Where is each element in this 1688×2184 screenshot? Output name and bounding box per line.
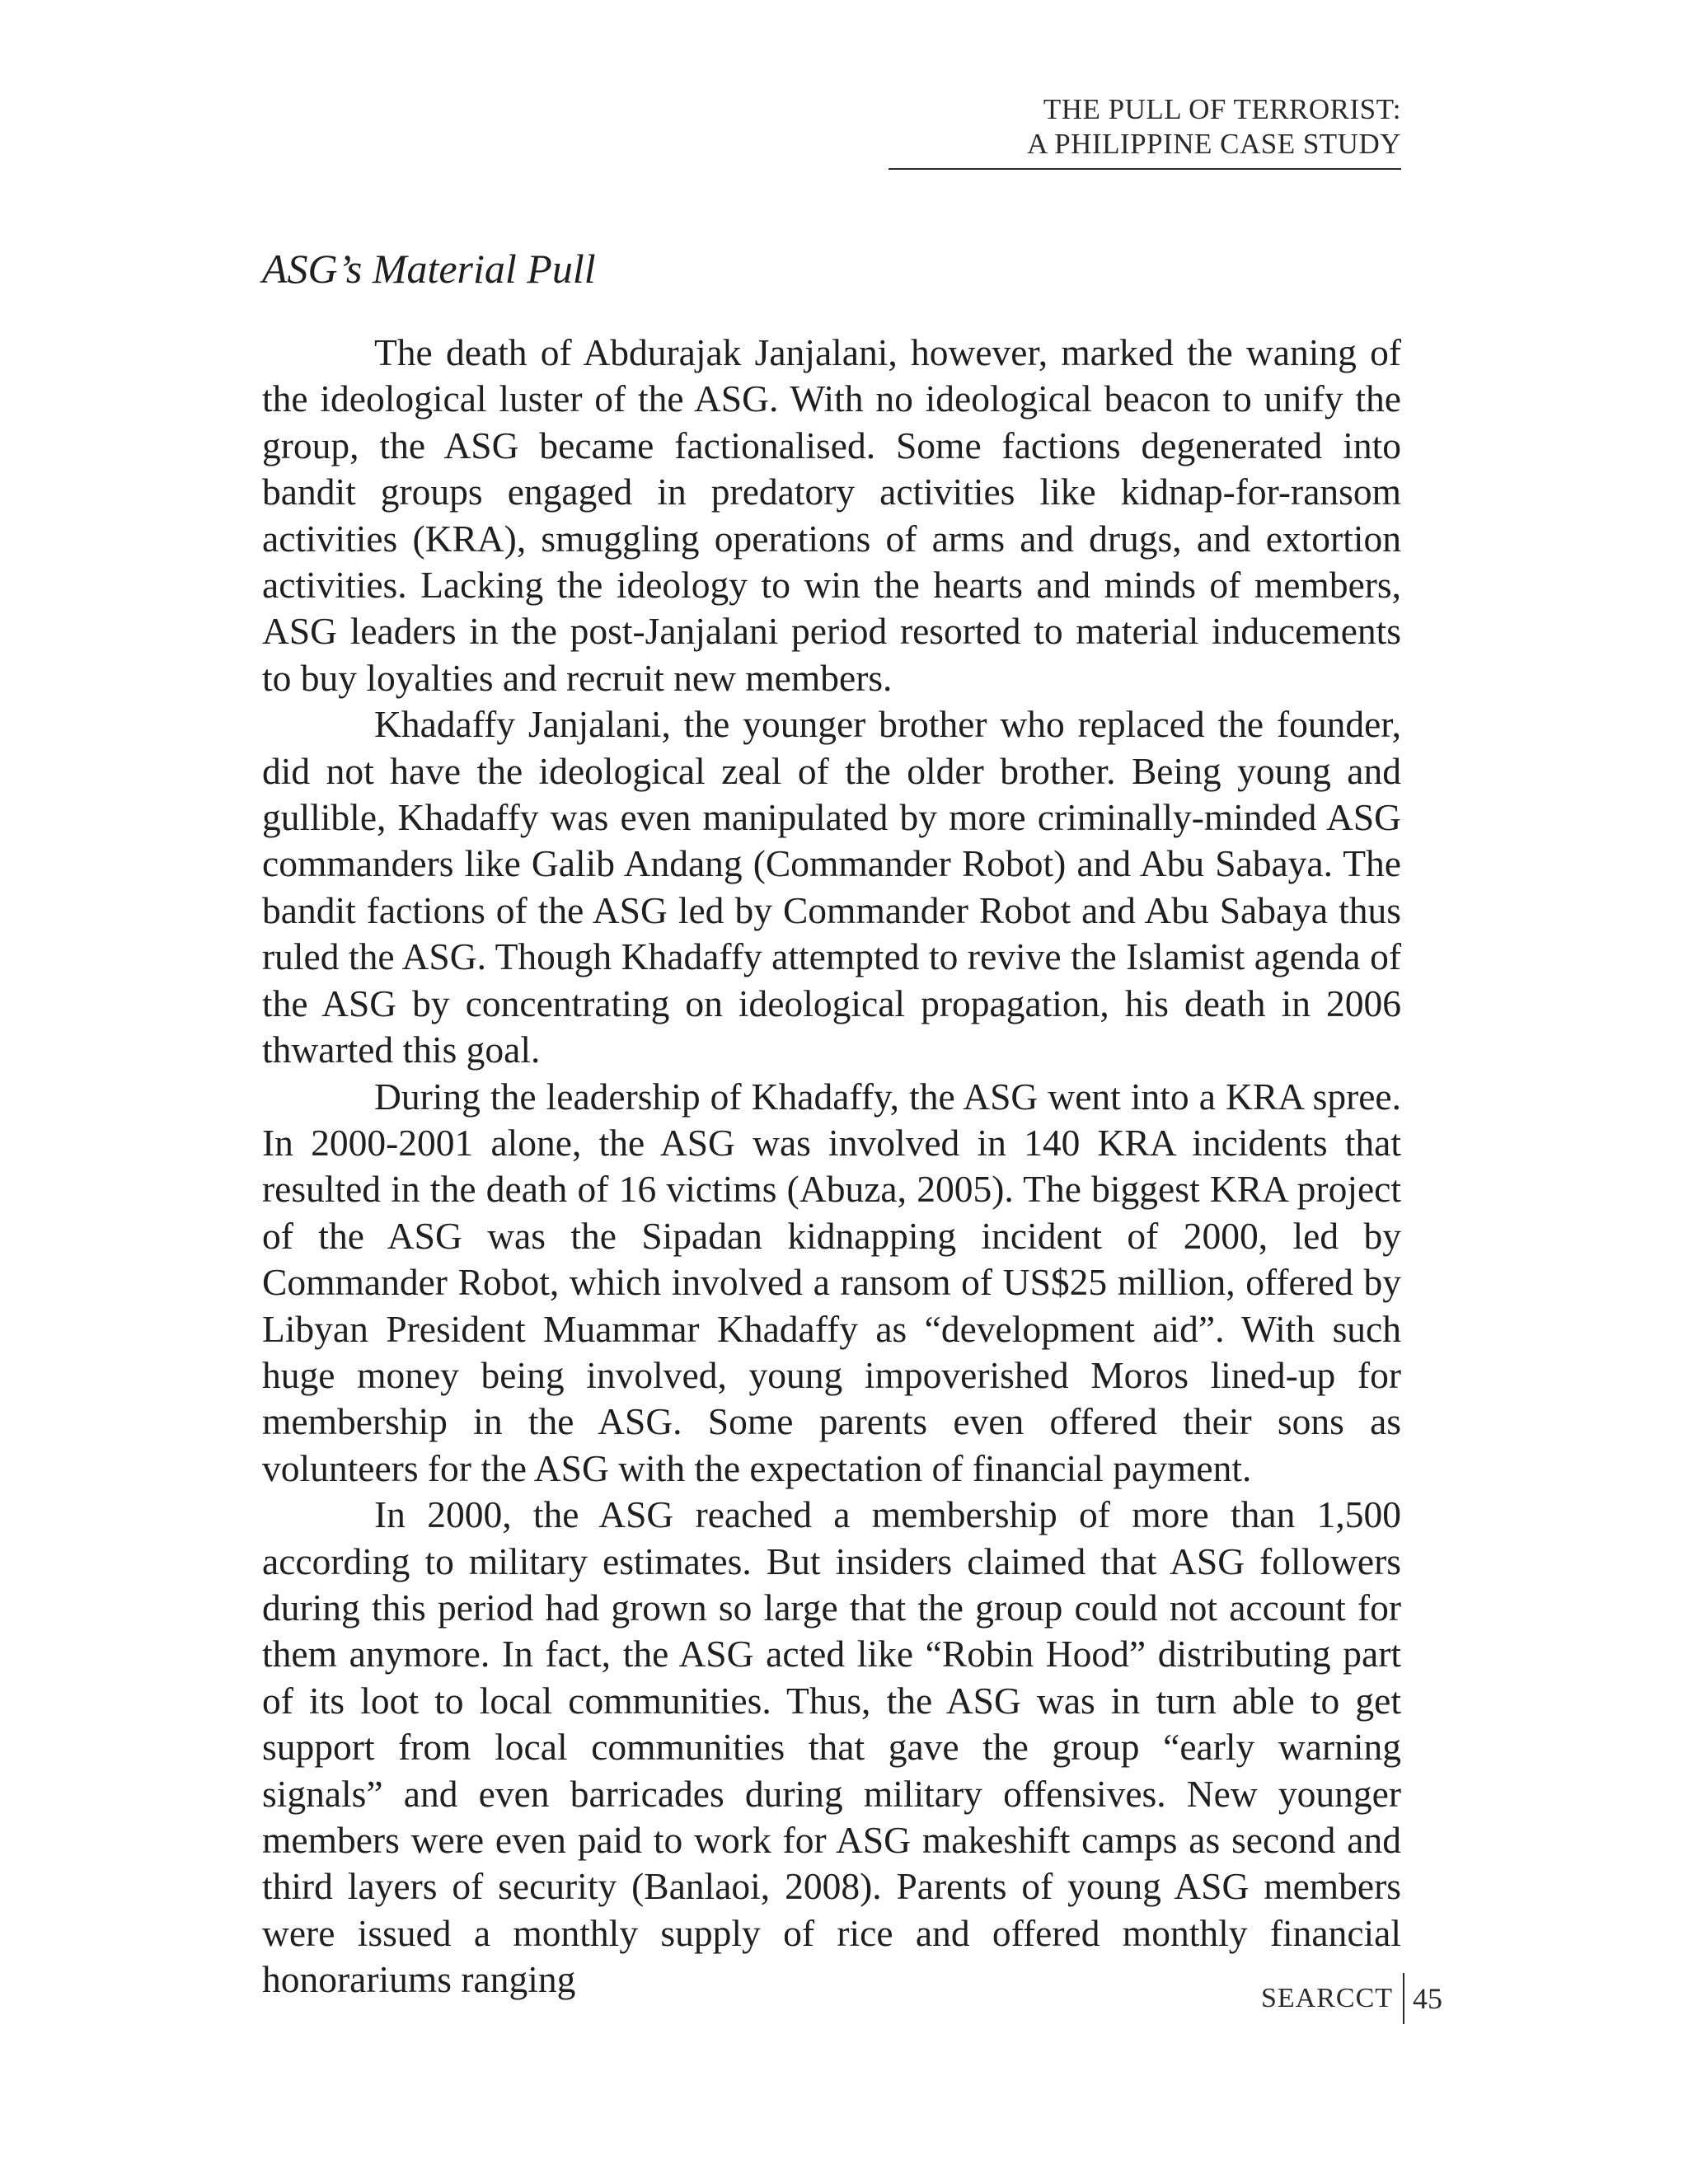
paragraph: Khadaffy Janjalani, the younger brother who replaced the founder, did not have the ideological zeal of the older brother. Being young and gullible, Khadaffy was even manipulated by more criminally-minded ASG commanders like Galib Andang (Commander Robot) and Abu Sabaya. The bandit factions of the ASG led by Commander Robot and Abu Sabaya thus ruled the ASG. Though Khadaffy attempted to revive the Islamist agenda of the ASG by concentrating on ideological propagation, his death in 2006 thwarted this goal. (262, 703, 1401, 1071)
section-heading: ASG’s Material Pull (262, 246, 596, 292)
page-number: 45 (1413, 1982, 1443, 2015)
paragraph: The death of Abdurajak Janjalani, however, marked the waning of the ideological luster of the ASG. With no ideological beacon to unify the group, the ASG became factionalised. Some factions degenerated into bandit groups engaged in predatory activities like kidnap-for-ransom activities (KRA), smuggling operations of arms and drugs, and extortion activities. Lacking the ideology to win the hearts and minds of members, ASG leaders in the post-Janjalani period resorted to material inducements to buy loyalties and recruit new members. (262, 331, 1401, 699)
body-text (262, 330, 1401, 2004)
footer-organization: SEARCCT (1261, 1983, 1394, 2013)
running-header-line-2: A PHILIPPINE CASE STUDY (1027, 128, 1401, 160)
page-footer (1261, 1973, 1442, 2024)
paragraph: During the leadership of Khadaffy, the ASG went into a KRA spree. In 2000-2001 alone, the ASG was involved in 140 KRA incidents that resulted in the death of 16 victims (Abuza, 2005). The biggest KRA project of the ASG was the Sipadan kidnapping incident of 2000, led by Commander Robot, which involved a ransom of US$25 million, offered by Libyan President Muammar Khadaffy as “development aid”. With such huge money being involved, young impoverished Moros lined-up for membership in the ASG. Some parents even offered their sons as volunteers for the ASG with the expectation of financial payment. (262, 1075, 1401, 1489)
running-header (889, 92, 1401, 170)
paragraph: In 2000, the ASG reached a membership of more than 1,500 according to military estimates. But insiders claimed that ASG followers during this period had grown so large that the group could not account for them anymore. In fact, the ASG acted like “Robin Hood” distributing part of its loot to local communities. Thus, the ASG was in turn able to get support from local communities that gave the group “early warning signals” and even barricades during military offensives. New younger members were even paid to work for ASG makeshift camps as second and third layers of security (Banlaoi, 2008). Parents of young ASG members were issued a monthly supply of rice and offered monthly financial honorariums ranging (262, 1493, 1401, 2001)
header-rule (889, 168, 1401, 170)
running-header-line-1: THE PULL OF TERRORIST: (1043, 93, 1401, 125)
